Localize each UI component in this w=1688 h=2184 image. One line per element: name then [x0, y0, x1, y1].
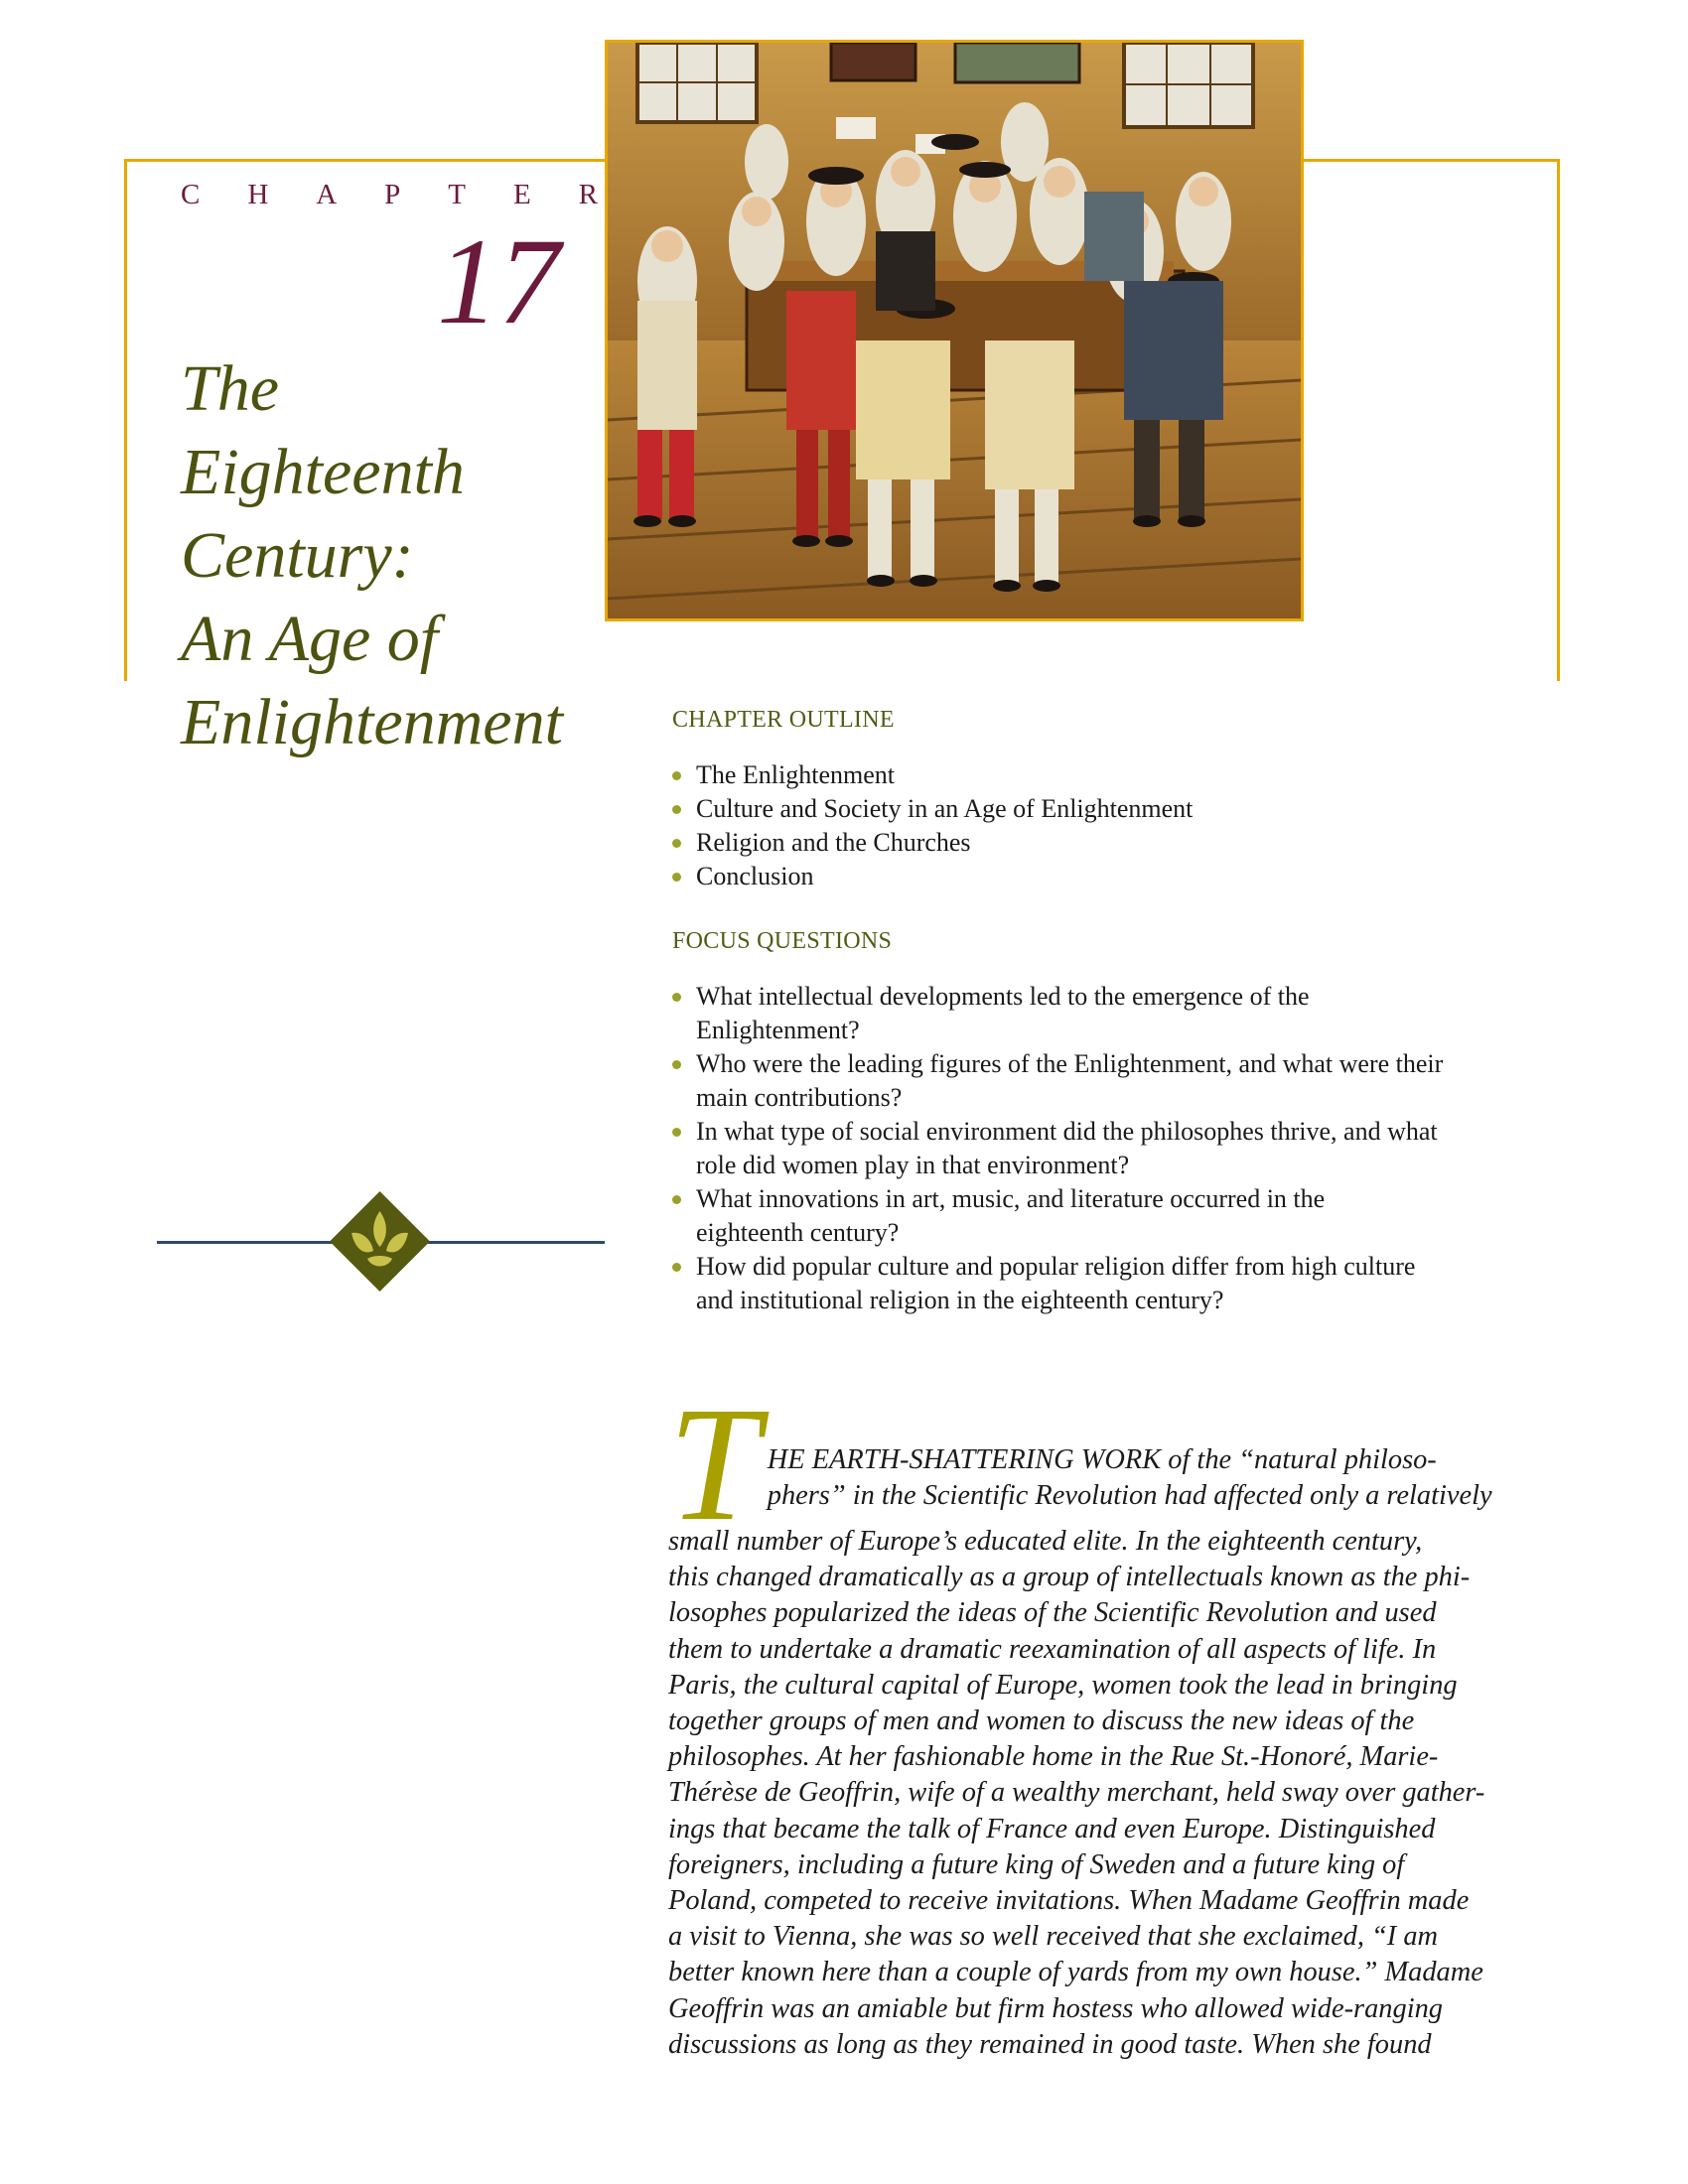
chapter-outline-heading: CHAPTER OUTLINE	[672, 707, 895, 733]
chapter-frame-right	[1301, 159, 1560, 681]
bullet-icon	[672, 1195, 681, 1204]
chapter-letter: R	[578, 179, 598, 210]
text-line: Thérèse de Geoffrin, wife of a wealthy merchant, held sway over gather-	[668, 1777, 1485, 1809]
chapter-letter: A	[316, 179, 338, 210]
text-line: Poland, competed to receive invitations. When Madame Geoffrin made	[668, 1885, 1470, 1917]
text-line: ings that became the talk of France and even Europe. Distinguished	[668, 1813, 1436, 1844]
chapter-letter: E	[512, 179, 531, 210]
chapter-outline-list	[672, 758, 1546, 893]
chapter-number: 17	[437, 213, 560, 349]
bullet-icon	[672, 1263, 681, 1272]
chapter-title-line: Century:	[181, 519, 414, 592]
chapter-letter: T	[448, 179, 466, 210]
text-line: Geoffrin was an amiable but firm hostess who allowed wide-ranging	[668, 1992, 1443, 2024]
bullet-icon	[672, 1060, 681, 1069]
coffeehouse-painting	[605, 40, 1304, 621]
list-item: The Enlightenment	[672, 758, 1546, 792]
text-line: philosophes. At her fashionable home in the Rue St.-Honoré, Marie-	[668, 1741, 1439, 1773]
list-item: Conclusion	[672, 860, 1546, 893]
text-line: them to undertake a dramatic reexamination of all aspects of life. In	[668, 1633, 1437, 1665]
bullet-icon	[672, 771, 681, 780]
chapter-title	[181, 347, 618, 764]
text-line: HE EARTH-SHATTERING WORK of the “natural philoso-	[767, 1444, 1437, 1475]
bullet-icon	[672, 993, 681, 1002]
fleur-diamond-icon	[328, 1189, 432, 1294]
chapter-letter: H	[247, 179, 269, 210]
text-line: a visit to Vienna, she was so well received that she exclaimed, “I am	[668, 1921, 1439, 1953]
text-line: Paris, the cultural capital of Europe, women took the lead in bringing	[668, 1669, 1458, 1701]
chapter-title-line: Enlightenment	[181, 686, 563, 758]
drop-cap: T	[668, 1373, 760, 1555]
text-line: this changed dramatically as a group of intellectuals known as the phi-	[668, 1562, 1471, 1593]
bullet-icon	[672, 805, 681, 814]
list-item: How did popular culture and popular religion differ from high culture and institutional religion in the eighteenth century?	[672, 1250, 1546, 1317]
focus-questions-list	[672, 980, 1546, 1317]
text-line: together groups of men and women to discuss the new ideas of the	[668, 1706, 1415, 1737]
bullet-icon	[672, 873, 681, 882]
chapter-letter: C	[181, 179, 201, 210]
list-item: What innovations in art, music, and literature occurred in the eighteenth century?	[672, 1182, 1546, 1250]
bullet-icon	[672, 839, 681, 848]
chapter-letter: P	[384, 179, 401, 210]
list-item: In what type of social environment did the philosophes thrive, and what role did women play in that environment?	[672, 1115, 1546, 1182]
focus-questions-heading: FOCUS QUESTIONS	[672, 928, 893, 954]
text-line: foreigners, including a future king of Sweden and a future king of	[668, 1848, 1405, 1880]
text-line: losophes popularized the ideas of the Scientific Revolution and used	[668, 1597, 1437, 1629]
chapter-title-line: Eighteenth	[181, 436, 465, 508]
coffeehouse-painting-illustration	[608, 43, 1301, 618]
list-item: Religion and the Churches	[672, 826, 1546, 860]
bullet-icon	[672, 1128, 681, 1137]
text-line: phers” in the Scientific Revolution had affected only a relatively	[767, 1480, 1492, 1512]
text-line: better known here than a couple of yards from my own house.” Madame	[668, 1957, 1483, 1988]
chapter-label	[181, 179, 598, 211]
text-line: discussions as long as they remained in good taste. When she found	[668, 2028, 1432, 2060]
text-line: small number of Europe’s educated elite. In the eighteenth century,	[668, 1526, 1423, 1557]
list-item: Culture and Society in an Age of Enlightenment	[672, 792, 1546, 826]
chapter-intro-text	[668, 1373, 1542, 2063]
list-item: Who were the leading figures of the Enlightenment, and what were their main contributions?	[672, 1047, 1546, 1115]
list-item: What intellectual developments led to the emergence of the Enlightenment?	[672, 980, 1546, 1047]
chapter-title-line: An Age of	[181, 603, 439, 675]
chapter-title-line: The	[181, 352, 279, 425]
